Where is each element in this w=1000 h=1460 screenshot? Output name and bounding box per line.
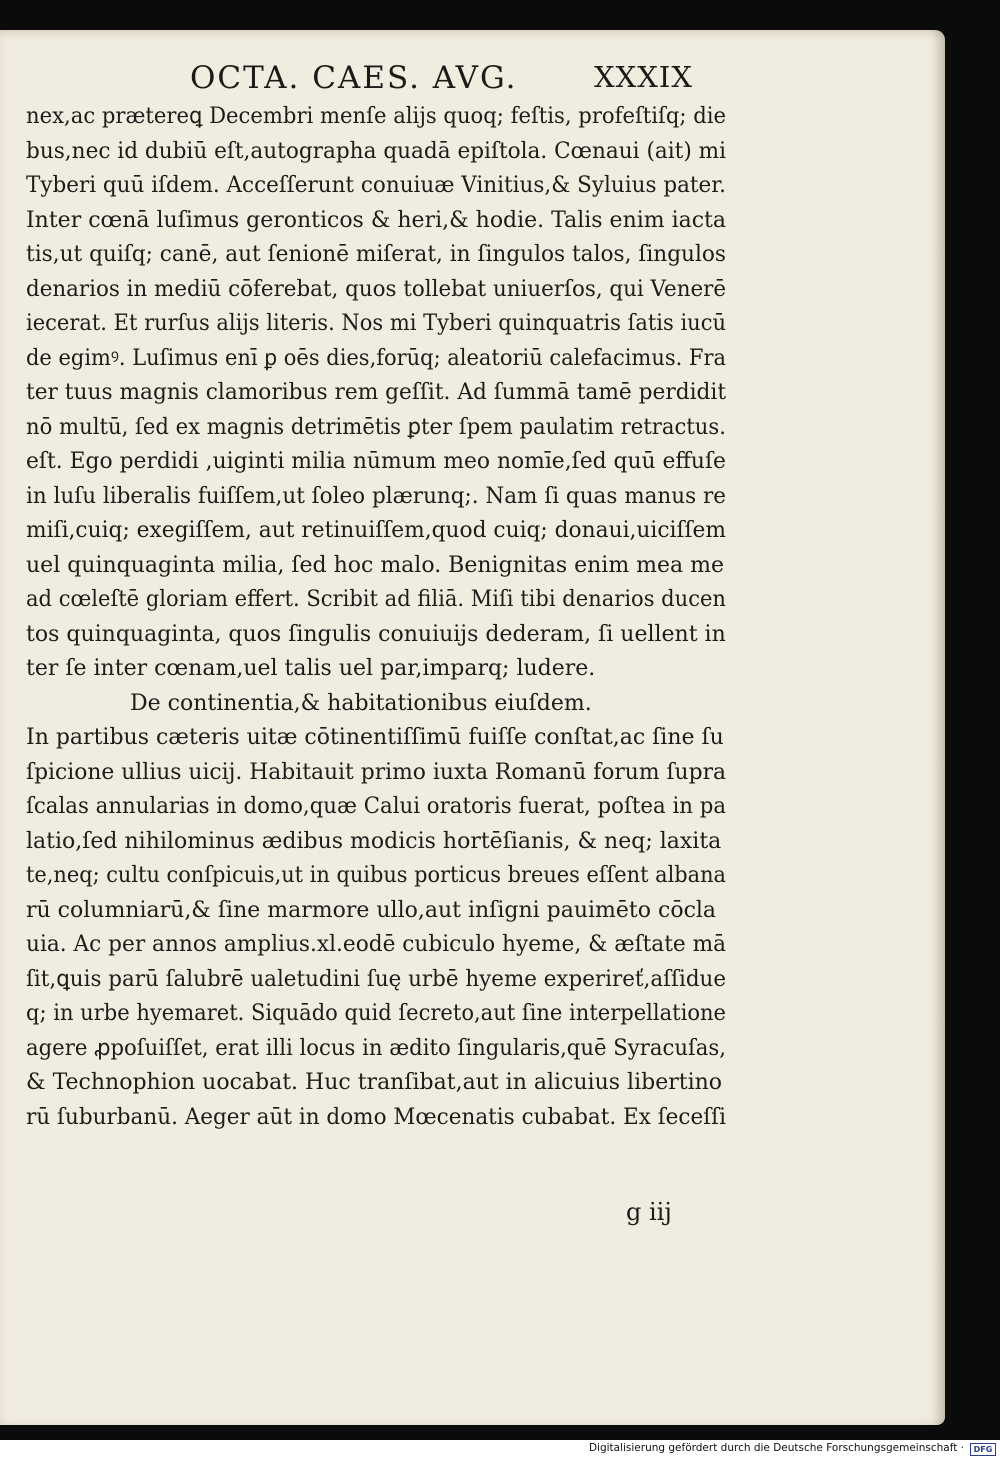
text-block [26,100,726,1135]
body-line: in luſu liberalis fuiſſem,ut ſoleo plærunq;. Nam ſi quas manus re [26,483,726,509]
body-line: eſt. Ego perdidi ,uiginti milia nūmum meo nomīe,ſed quū effuſe [26,449,726,474]
section-line: ſit,ꝗuis parū ſalubrē ualetudini ſuę urbē hyeme experireť,aſſidue [26,966,727,992]
section-line: latio,ſed nihilominus ædibus modicis hortēſianis, & neq; laxita [26,828,722,854]
section-line: agere ꝓpoſuiſſet, erat illi locus in ædito ſingularis,quē Syracuſas, [26,1035,727,1061]
section-heading: De continentia,& habitationibus eiuſdem. [130,690,592,716]
section-line: te,neq; cultu conſpicuis,ut in quibus porticus breues eſſent albana [26,863,726,888]
body-line: tos quinquaginta, quos ſingulis conuiuijs dederam, ſi uellent in [26,621,726,647]
running-head [0,60,1000,100]
body-line: bus,nec id dubiū eſt,autographa quadā epiſtola. Cœnaui (ait) mi [26,138,726,164]
section-line: & Technophion uocabat. Huc tranſibat,aut in alicuius libertino [26,1070,723,1095]
body-line: iecerat. Et rurſus alijs literis. Nos mi Tyberi quinquatris ſatis iucū [26,311,726,336]
running-title: OCTA. CAES. AVG. [190,60,518,96]
body-line: Tyberi quū iſdem. Acceſſerunt conuiuæ Vinitius,& Syluius pater. [26,173,726,198]
section-line: ſcalas annularias in domo,quæ Calui oratoris fuerat, poſtea in pa [26,794,727,819]
signature-mark: g iij [626,1198,672,1226]
body-line: nex,ac prætereꝗ Decembri menſe alijs quoq; feſtis, profeſtiſq; die [26,104,727,129]
folio-number: XXXIX [594,60,694,94]
digitization-footer [0,1440,1000,1460]
body-line: Inter cœnā luſimus geronticos & heri,& hodie. Talis enim iacta [26,207,727,233]
body-line: uel quinquaginta milia, ſed hoc malo. Benignitas enim mea me [26,552,725,578]
section-line: rū ſuburbanū. Aeger aūt in domo Mœcenatis cubabat. Ex ſeceſſi [26,1104,727,1130]
body-line: ad cœleſtē gloriam effert. Scribit ad filiā. Miſi tibi denarios ducen [26,587,726,612]
section-line: ſpicione ullius uicij. Habitauit primo iuxta Romanū forum ſupra [26,759,727,785]
section-line: uia. Ac per annos amplius.xl.eodē cubiculo hyeme, & æſtate mā [26,932,727,957]
body-line: denarios in mediū cōferebat, quos tollebat uniuerſos, qui Venerē [26,276,727,302]
body-line: nō multū, ſed ex magnis detrimētis ꝑter ſpem paulatim retractus. [26,414,726,440]
dfg-logo: DFG [970,1443,996,1456]
body-line: de egimꝰ. Luſimus enī ꝑ oēs dies,forūq; aleatoriū calefacimus. Fra [26,345,726,371]
body-line: miſi,cuiq; exegiſſem, aut retinuiſſem,quod cuiq; donaui,uiciſſem [26,518,726,543]
section-line: In partibus cæteris uitæ cōtinentiſſimū fuiſſe conſtat,ac ſine ſu [26,725,724,750]
body-line: ter ſe inter cœnam,uel talis uel par,imparq; ludere. [26,656,596,681]
section-line: q; in urbe hyemaret. Siquādo quid ſecreto,aut ſine interpellatione [26,1001,726,1026]
body-line: tis,ut quiſq; canē, aut ſenionē miſerat, in ſingulos talos, ſingulos [26,242,727,267]
body-line: ter tuus magnis clamoribus rem geſſit. Ad ſummā tamē perdidit [26,380,727,405]
section-line: rū columniarū,& ſine marmore ullo,aut inſigni pauimēto cōcla [26,897,717,923]
funding-credit: Digitalisierung gefördert durch die Deutsche Forschungsgemeinschaft · [588,1442,964,1454]
